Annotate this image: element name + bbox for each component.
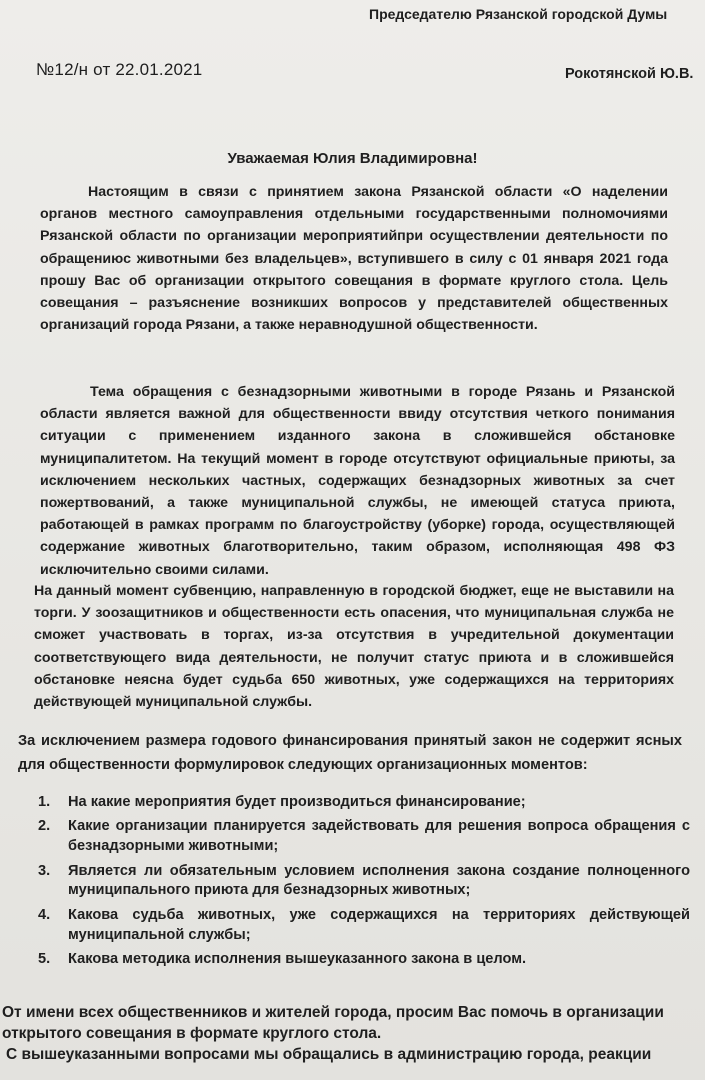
greeting: Уважаемая Юлия Владимировна! — [227, 150, 478, 167]
list-item: 3. Является ли обязательным условием исполнения закона создание полноценного муниципального приюта для безнадзорных животных; — [38, 862, 690, 899]
list-item: 5. Какова методика исполнения вышеуказанного закона в целом. — [38, 950, 527, 967]
questions-list — [30, 793, 690, 974]
addressee-line: Председателю Рязанской городской Думы — [369, 6, 668, 22]
document-number: №12/н от 22.01.2021 — [36, 60, 203, 79]
paragraph-purpose: Настоящим в связи с принятием закона Рязанской области «О наделении органов местного самоуправления отдельными государственными полномочиями Рязанской области по организации мероприятийпри осуществлении деятельности по обращениюс животными без владельцев», вступившего в силу с 01 января 2021 года прошу Вас об организации открытого совещания в формате круглого стола. Цель совещания – разъяснение возникших вопросов у представителей общественных организаций города Рязани, а также неравнодушной общественности. — [40, 184, 668, 334]
list-item: 2. Какие организации планируется задействовать для решения вопроса обращения с безнадзорными животными; — [38, 818, 690, 855]
paragraph-subvention: На данный момент субвенцию, направленную в городской бюджет, еще не выставили на торги. У зоозащитников и общественности есть опасения, что муниципальная служба не сможет участвовать в торгах, из-за отсутствия в учредительной документации соответствующего вида деятельности, не получит статус приюта и в сложившейся обстановке неясна будет судьба 650 животных, уже содержащихся на территориях действующей муниципальной службы. — [34, 583, 674, 711]
paragraph-topic: Тема обращения с безнадзорными животными в городе Рязань и Рязанской области является важной для общественности ввиду отсутствия четкого понимания ситуации с применением изданного закона в сложившейся обстановке муниципалитетом. На текущий момент в городе отсутствуют официальные приюты, за исключением нескольких частных, содержащих безнадзорных животных за счет пожертвований, а также муниципальной службы, не имеющей статуса приюта, работающей в рамках программ по благоустройству (уборке) города, осуществляющей содержание животных благотворительно, таким образом, исполняющая 498 ФЗ исключительно своими силами. — [40, 384, 675, 578]
recipient-name: Рокотянской Ю.В. — [565, 66, 694, 82]
paragraph-request: От имени всех общественников и жителей города, просим Вас помочь в организации открытого совещания в формате круглого стола. — [2, 1004, 664, 1042]
list-item: 1. На какие мероприятия будет производиться финансирование; — [38, 794, 526, 810]
paragraph-law-gaps: За исключением размера годового финансирования принятый закон не содержит ясных для общественности формулировок следующих организационных моментов: — [18, 733, 682, 773]
list-item: 4. Какова судьба животных, уже содержащихся на территориях действующей муниципальной службы; — [38, 906, 690, 943]
paragraph-previous-appeal: С вышеуказанными вопросами мы обращались в администрацию города, реакции — [6, 1046, 652, 1063]
